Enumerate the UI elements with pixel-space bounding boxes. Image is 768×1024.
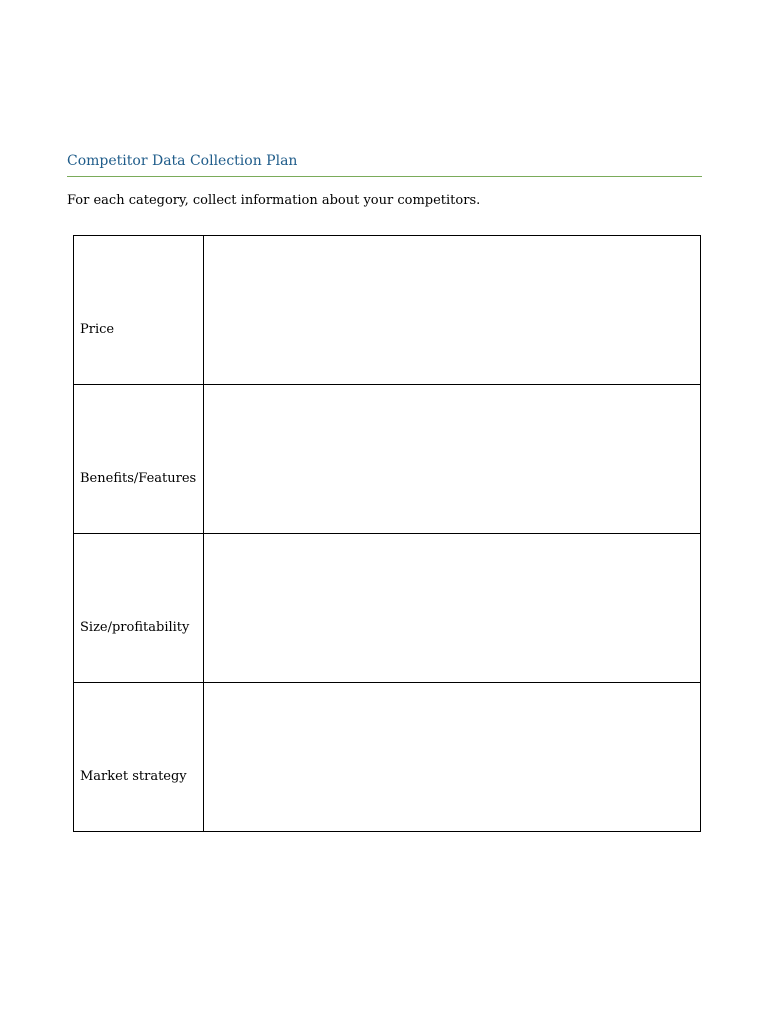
row-label-cell: [74, 236, 204, 385]
row-value-cell[interactable]: [204, 385, 701, 534]
row-label: Market strategy: [80, 769, 187, 784]
row-label: Benefits/Features: [80, 471, 197, 486]
row-value-cell[interactable]: [204, 236, 701, 385]
row-value-cell[interactable]: [204, 534, 701, 683]
table-row: [74, 683, 701, 832]
row-value-cell[interactable]: [204, 683, 701, 832]
competitor-data-table: [73, 235, 701, 832]
page-title: Competitor Data Collection Plan: [67, 153, 298, 169]
intro-text: For each category, collect information about your competitors.: [67, 193, 481, 208]
table-row: [74, 236, 701, 385]
row-label-cell: [74, 683, 204, 832]
title-divider: [67, 176, 702, 177]
row-label: Size/profitability: [80, 620, 190, 635]
row-label-cell: [74, 534, 204, 683]
table-row: [74, 534, 701, 683]
row-label: Price: [80, 322, 115, 337]
row-label-cell: [74, 385, 204, 534]
table-row: [74, 385, 701, 534]
